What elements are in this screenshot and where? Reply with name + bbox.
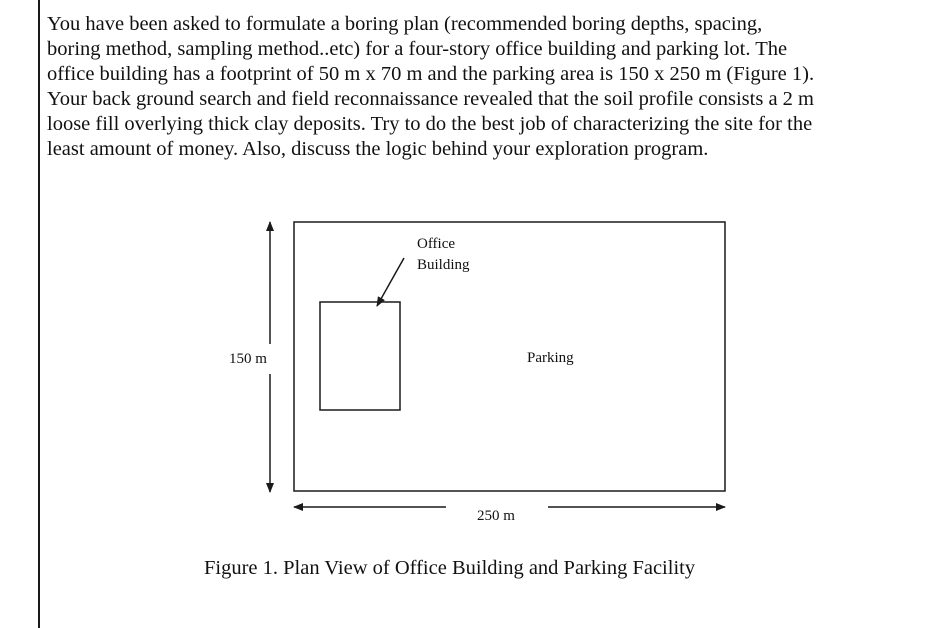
problem-line: loose fill overlying thick clay deposits. Try to do the best job of characterizing the site for the	[47, 113, 813, 135]
problem-line: office building has a footprint of 50 m x 70 m and the parking area is 150 x 250 m (Figure 1).	[47, 63, 815, 85]
problem-line: least amount of money. Also, discuss the logic behind your exploration program.	[47, 138, 709, 160]
problem-line: boring method, sampling method..etc) for a four-story office building and parking lot. The	[47, 38, 788, 60]
width-dimension-label: 250 m	[477, 508, 515, 524]
figure-caption: Figure 1. Plan View of Office Building and Parking Facility	[204, 557, 696, 579]
office-label: Office	[417, 236, 456, 252]
height-dimension-label: 150 m	[229, 351, 267, 367]
parking-area-outline	[294, 222, 725, 491]
office-leader-arrow	[377, 258, 404, 306]
parking-label: Parking	[527, 350, 574, 366]
office-building-footprint	[320, 302, 400, 410]
building-label: Building	[417, 257, 470, 273]
problem-line: You have been asked to formulate a boring plan (recommended boring depths, spacing,	[47, 13, 763, 35]
problem-line: Your back ground search and field reconnaissance revealed that the soil profile consists a 2 m	[47, 88, 814, 110]
